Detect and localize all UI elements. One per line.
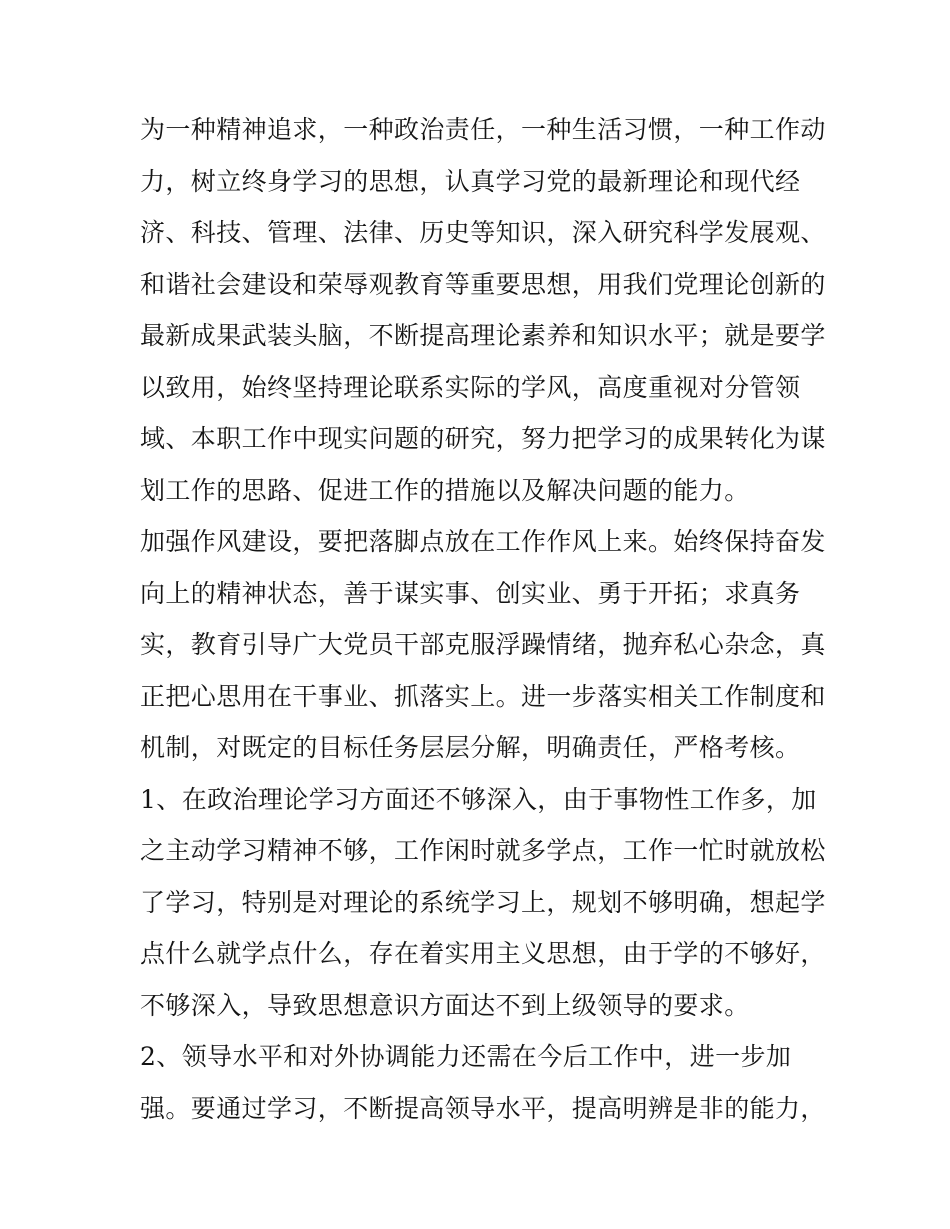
text-line: 向上的精神状态，善于谋实事、创实业、勇于开拓；求真务 (140, 578, 801, 608)
text-line: 之主动学习精神不够，工作闲时就多学点，工作一忙时就放松 (140, 836, 826, 865)
text-line: 和谐社会建设和荣辱观教育等重要思想，用我们党理论创新的 (140, 269, 826, 299)
text-line: 点什么就学点什么，存在着实用主义思想，由于学的不够好， (140, 939, 826, 968)
text-line: 机制，对既定的目标任务层层分解，明确责任，严格考核。 (140, 733, 801, 762)
text-line: 为一种精神追求，一种政治责任，一种生活习惯，一种工作动 (140, 115, 826, 144)
text-line: 最新成果武装头脑，不断提高理论素养和知识水平；就是要学 (140, 321, 826, 350)
text-line: 2、领导水平和对外协调能力还需在今后工作中，进一步加 (140, 1042, 792, 1071)
text-line: 不够深入，导致思想意识方面达不到上级领导的要求。 (140, 990, 750, 1020)
text-line: 实，教育引导广大党员干部克服浮躁情绪，抛弃私心杂念，真 (140, 630, 826, 659)
text-line: 加强作风建设，要把落脚点放在工作作风上来。始终保持奋发 (140, 527, 826, 556)
text-line: 域、本职工作中现实问题的研究，努力把学习的成果转化为谋 (140, 424, 826, 453)
text-line: 划工作的思路、促进工作的措施以及解决问题的能力。 (140, 475, 750, 505)
text-line: 1、在政治理论学习方面还不够深入，由于事物性工作多，加 (140, 784, 817, 814)
text-line: 力，树立终身学习的思想，认真学习党的最新理论和现代经 (140, 166, 801, 196)
text-line: 以致用，始终坚持理论联系实际的学风，高度重视对分管领 (140, 372, 801, 402)
text-line: 济、科技、管理、法律、历史等知识，深入研究科学发展观、 (140, 218, 826, 247)
text-line: 正把心思用在干事业、抓落实上。进一步落实相关工作制度和 (140, 681, 826, 711)
document-body-text (140, 104, 826, 1134)
text-line: 了学习，特别是对理论的系统学习上，规划不够明确，想起学 (140, 887, 826, 917)
text-line: 强。要通过学习，不断提高领导水平，提高明辨是非的能力， (140, 1093, 826, 1123)
